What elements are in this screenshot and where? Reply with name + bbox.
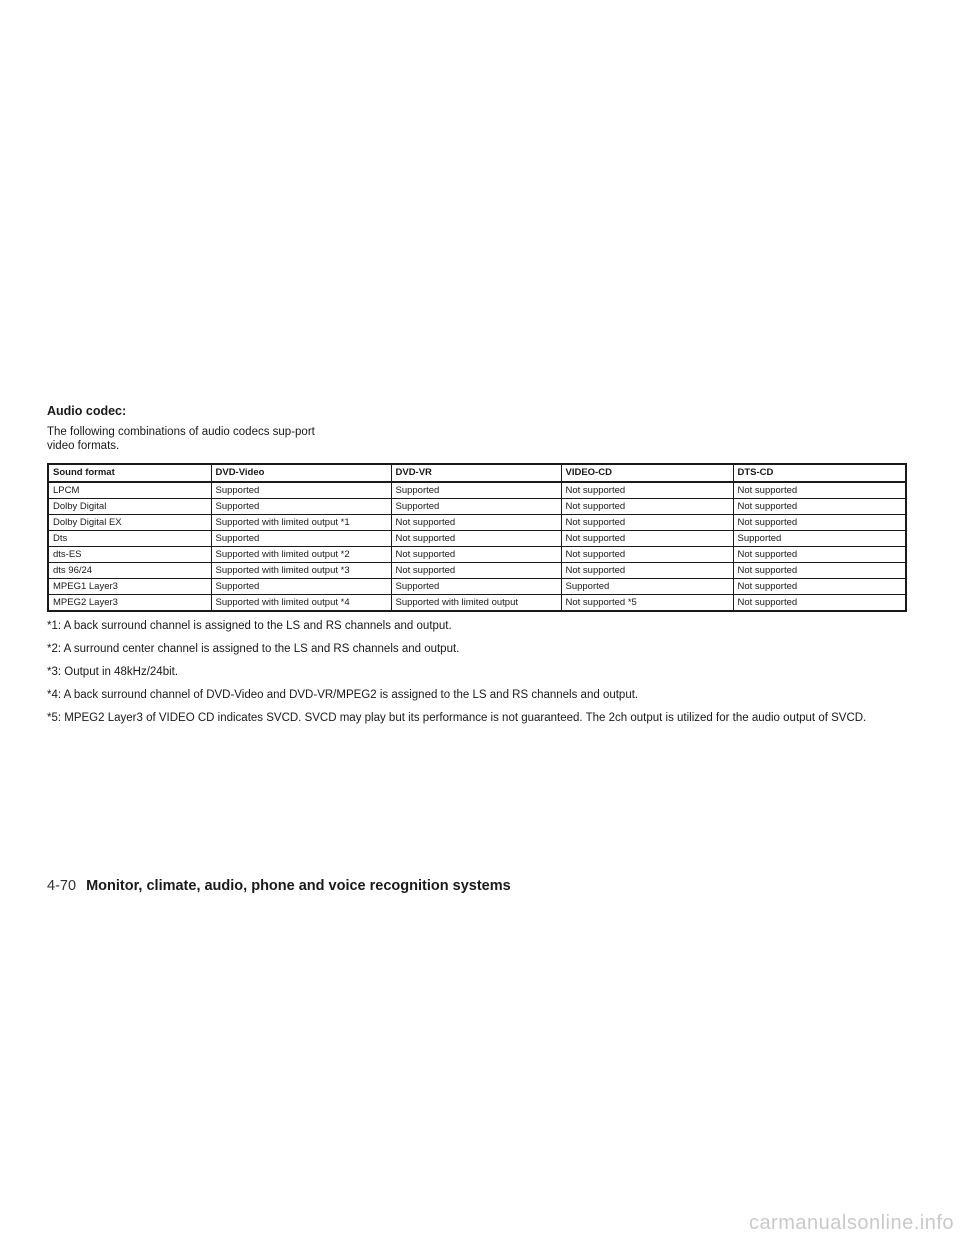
table-cell: LPCM [48, 482, 211, 499]
table-row [48, 547, 906, 563]
table-cell: MPEG1 Layer3 [48, 579, 211, 595]
table-cell: Supported [211, 531, 391, 547]
table-row [48, 515, 906, 531]
header-video-cd: VIDEO-CD [561, 464, 733, 482]
chapter-title: Monitor, climate, audio, phone and voice recognition systems [86, 878, 511, 894]
table-cell: Not supported *5 [561, 595, 733, 612]
footnote-3: *3: Output in 48kHz/24bit. [47, 666, 179, 678]
header-dvd-vr: DVD-VR [391, 464, 561, 482]
table-cell: Supported [561, 579, 733, 595]
table-cell: Not supported [561, 563, 733, 579]
table-cell: Not supported [561, 482, 733, 499]
table-header-row [48, 464, 906, 482]
table-row [48, 563, 906, 579]
table-cell: Not supported [733, 499, 906, 515]
watermark: carmanualsonline.info [748, 1212, 954, 1234]
table-row [48, 579, 906, 595]
table-cell: Supported [211, 579, 391, 595]
table-cell: Not supported [561, 499, 733, 515]
table-cell: Not supported [391, 563, 561, 579]
table-cell: Not supported [561, 531, 733, 547]
header-dts-cd: DTS-CD [733, 464, 906, 482]
footnotes [47, 619, 909, 734]
footnote-2: *2: A surround center channel is assigned to the LS and RS channels and output. [47, 643, 460, 655]
audio-codec-table [47, 463, 907, 612]
table-cell: Supported with limited output *3 [211, 563, 391, 579]
table-cell: Supported [211, 499, 391, 515]
table-cell: Not supported [561, 547, 733, 563]
table-cell: Dolby Digital [48, 499, 211, 515]
table-cell: Not supported [733, 515, 906, 531]
table-cell: Dolby Digital EX [48, 515, 211, 531]
table-cell: Not supported [733, 579, 906, 595]
table-cell: Supported with limited output *1 [211, 515, 391, 531]
table-cell: Supported with limited output *4 [211, 595, 391, 612]
table-row [48, 482, 906, 499]
table-row [48, 531, 906, 547]
table-cell: Supported [733, 531, 906, 547]
table-row [48, 499, 906, 515]
table-cell: Supported [391, 482, 561, 499]
page-number: 4-70 [47, 878, 77, 894]
table-cell: Supported [391, 579, 561, 595]
footnote-5: *5: MPEG2 Layer3 of VIDEO CD indicates SVCD. SVCD may play but its performance is not guaranteed. The 2ch output is utilized for the audio output of SVCD. [47, 712, 867, 724]
table-cell: MPEG2 Layer3 [48, 595, 211, 612]
table-cell: Supported with limited output *2 [211, 547, 391, 563]
table-cell: Not supported [733, 563, 906, 579]
footnote-1: *1: A back surround channel is assigned to the LS and RS channels and output. [47, 620, 452, 632]
table-cell: Not supported [733, 547, 906, 563]
table-cell: Not supported [391, 515, 561, 531]
table-cell: Not supported [733, 482, 906, 499]
table-cell: Supported [211, 482, 391, 499]
table-cell: Supported [391, 499, 561, 515]
table-cell: Not supported [391, 547, 561, 563]
intro-paragraph: The following combinations of audio codecs sup-port video formats. [47, 426, 315, 452]
table-cell: dts 96/24 [48, 563, 211, 579]
section-heading: Audio codec: [47, 404, 127, 418]
page-footer [47, 878, 511, 894]
table-cell: Not supported [561, 515, 733, 531]
table-cell: Not supported [733, 595, 906, 612]
table-cell: dts-ES [48, 547, 211, 563]
table-cell: Not supported [391, 531, 561, 547]
footnote-4: *4: A back surround channel of DVD-Video and DVD-VR/MPEG2 is assigned to the LS and RS channels and output. [47, 689, 639, 701]
table-cell: Dts [48, 531, 211, 547]
header-sound-format: Sound format [48, 464, 211, 482]
table-row [48, 595, 906, 612]
header-dvd-video: DVD-Video [211, 464, 391, 482]
table-cell: Supported with limited output [391, 595, 561, 612]
